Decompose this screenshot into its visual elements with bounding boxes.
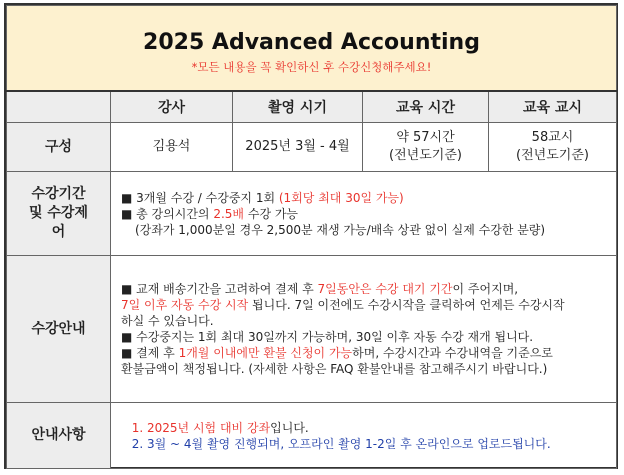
guide-p3-line2: 환불금액이 책정됩니다. (자세한 사항은 FAQ 환불안내를 참고해주시기 바랍니다.) [121,362,548,376]
guide-p3-b: 하며, 수강시간과 수강내역을 기준으로 [352,346,553,360]
notice-item-1-rest: 입니다. [270,420,309,435]
guide-p3-a: ■ 결제 후 [121,346,179,360]
course-info-sheet [4,3,618,469]
guide-label: 수강안내 [7,256,111,403]
duration-label-line2: 및 수강제 [29,205,88,221]
header-instructor: 강사 [111,91,233,123]
guide-p3-highlight: 1개월 이내에만 환불 신청이 가능 [178,346,353,360]
duration-b2-highlight: 2.5배 [213,206,245,221]
notice-item-1 [147,420,606,436]
hours-line2: (전년도기준) [389,148,462,163]
duration-row [7,172,617,256]
header-education-sessions: 교육 교시 [489,91,617,123]
guide-p1-highlight: 7일동안은 수강 대기 기간 [317,282,453,296]
guide-p1-c: 됩니다. 7일 이전에도 수강시작을 클릭하여 언제든 수강시작 [248,298,565,312]
notice-label: 안내사항 [7,403,111,469]
header-filming-period: 촬영 시기 [233,91,363,123]
notice-item-2 [147,436,606,452]
sessions-line2: (전년도기준) [516,148,589,163]
guide-p1-b: 이 주어지며, [452,282,519,296]
duration-label-line3: 어 [51,224,66,240]
guide-p1-a: ■ 교재 배송기간을 고려하여 결제 후 [121,282,318,296]
hours-value [363,123,489,172]
guide-content [111,256,617,403]
page-title: 2025 Advanced Accounting [143,29,480,55]
hours-line1: 약 57시간 [396,130,455,145]
guide-p1-highlight-2: 7일 이후 자동 수강 시작 [121,298,249,312]
guide-row [7,256,617,403]
duration-b2-text: ■ 총 강의시간의 [121,206,214,221]
duration-bullet-2 [121,206,606,222]
guide-p3-line1 [121,345,606,361]
duration-content [111,172,617,256]
duration-b2-suffix: 수강 가능 [244,206,299,221]
duration-b2-note: (강좌가 1,000분일 경우 2,500분 재생 가능/배속 상관 없이 실제 수강한 분량) [135,222,546,237]
period-value: 2025년 3월 - 4월 [233,123,363,172]
header-row [7,91,617,123]
notice-item-1-highlight: 2025년 시험 대비 강좌 [147,420,271,435]
header-education-hours: 교육 시간 [363,91,489,123]
notice-list [121,420,606,452]
instructor-value: 김용석 [111,123,233,172]
page-subtitle: *모든 내용을 꼭 확인하신 후 수강신청해주세요! [191,59,432,74]
duration-label-line1: 수강기간 [31,186,86,202]
guide-p2: ■ 수강중지는 1회 최대 30일까지 가능하며, 30일 이후 자동 수강 재개 됩니다. [121,330,534,344]
sessions-line1: 58교시 [531,130,574,145]
duration-label [7,172,111,256]
composition-label: 구성 [7,123,111,172]
duration-bullet-1 [121,190,606,206]
guide-p1-line3: 하실 수 있습니다. [121,314,214,328]
guide-p1-line2 [121,297,606,313]
composition-row [7,123,617,172]
title-banner [7,6,617,92]
header-blank [7,91,111,123]
course-info-table [6,5,617,469]
notice-item-2-text: 3월 ~ 4월 촬영 진행되며, 오프라인 촬영 1-2일 후 온라인으로 업로드됩니다. [147,436,551,451]
notice-content [111,403,617,469]
guide-p1-line1 [121,281,606,297]
sessions-value [489,123,617,172]
duration-b1-text: ■ 3개월 수강 / 수강중지 1회 [121,190,279,205]
duration-b1-highlight: (1회당 최대 30일 가능) [278,190,404,205]
notice-row [7,403,617,469]
